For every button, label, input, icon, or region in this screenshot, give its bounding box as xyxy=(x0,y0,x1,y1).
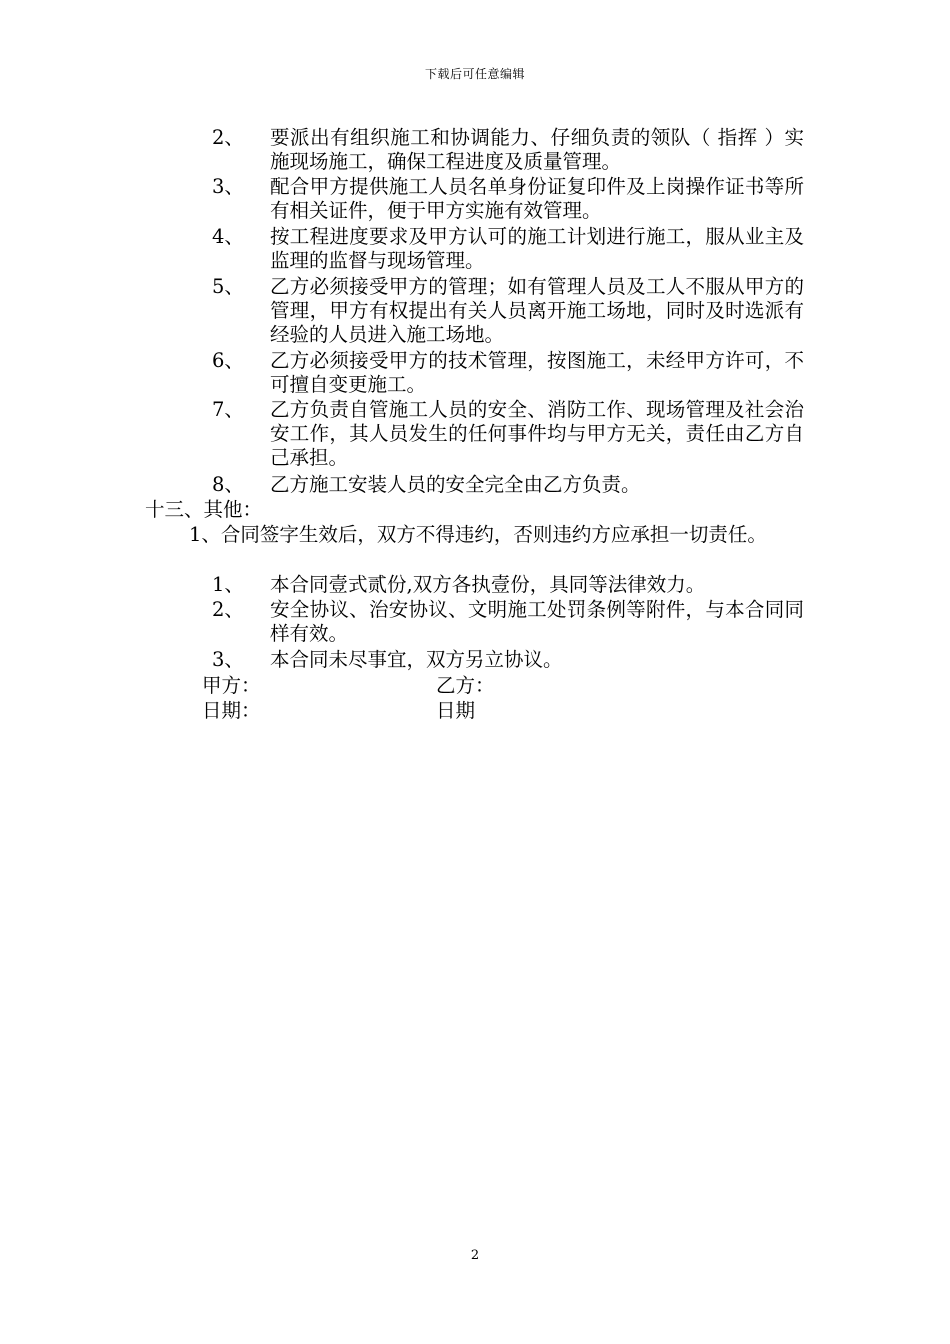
party-a-label: 甲方： xyxy=(202,674,261,697)
date-a-label: 日期： xyxy=(202,699,261,722)
party-b-label: 乙方： xyxy=(436,674,495,697)
list-item-text: 乙方必须接受甲方的管理；如有管理人员及工人不服从甲方的管理，甲方有权提出有关人员离开施工场地，同时及时选派有经验的人员进入施工场地。 xyxy=(270,275,804,346)
page-header: 下载后可任意编辑 xyxy=(424,67,525,81)
list-item-number: 4、 xyxy=(212,225,244,248)
list-item-number: 2、 xyxy=(212,126,244,149)
list-item-text: 按工程进度要求及甲方认可的施工计划进行施工，服从业主及监理的监督与现场管理。 xyxy=(270,225,804,272)
list-item-text: 本合同壹式贰份,双方各执壹份，具同等法律效力。 xyxy=(270,573,706,596)
section-heading: 十三、其他： xyxy=(145,498,263,521)
list-item-text: 乙方负责自管施工人员的安全、消防工作、现场管理及社会治安工作，其人员发生的任何事件均与甲方无关，责任由乙方自己承担。 xyxy=(270,398,804,469)
list-item-number: 7、 xyxy=(212,398,244,421)
list-item-text: 要派出有组织施工和协调能力、仔细负责的领队（ 指挥 ）实施现场施工，确保工程进度及质量管理。 xyxy=(270,126,804,173)
list-item-text: 乙方施工安装人员的安全完全由乙方负责。 xyxy=(270,473,641,496)
section-paragraph: 1、合同签字生效后，双方不得违约，否则违约方应承担一切责任。 xyxy=(189,523,767,546)
list-item-number: 2、 xyxy=(212,598,244,621)
date-b-label: 日期 xyxy=(436,699,476,722)
page-number: 2 xyxy=(470,1248,480,1263)
list-item-number: 5、 xyxy=(212,275,244,298)
list-item-number: 1、 xyxy=(212,573,244,596)
list-item-text: 本合同未尽事宜，双方另立协议。 xyxy=(270,648,563,671)
list-item-number: 6、 xyxy=(212,349,244,372)
list-item-text: 安全协议、治安协议、文明施工处罚条例等附件，与本合同同样有效。 xyxy=(270,598,804,645)
list-item-text: 乙方必须接受甲方的技术管理，按图施工，未经甲方许可，不可擅自变更施工。 xyxy=(270,349,804,396)
list-item-number: 8、 xyxy=(212,473,244,496)
list-item-text: 配合甲方提供施工人员名单身份证复印件及上岗操作证书等所有相关证件，便于甲方实施有效管理。 xyxy=(270,175,804,222)
list-item-number: 3、 xyxy=(212,648,244,671)
list-item-number: 3、 xyxy=(212,175,244,198)
